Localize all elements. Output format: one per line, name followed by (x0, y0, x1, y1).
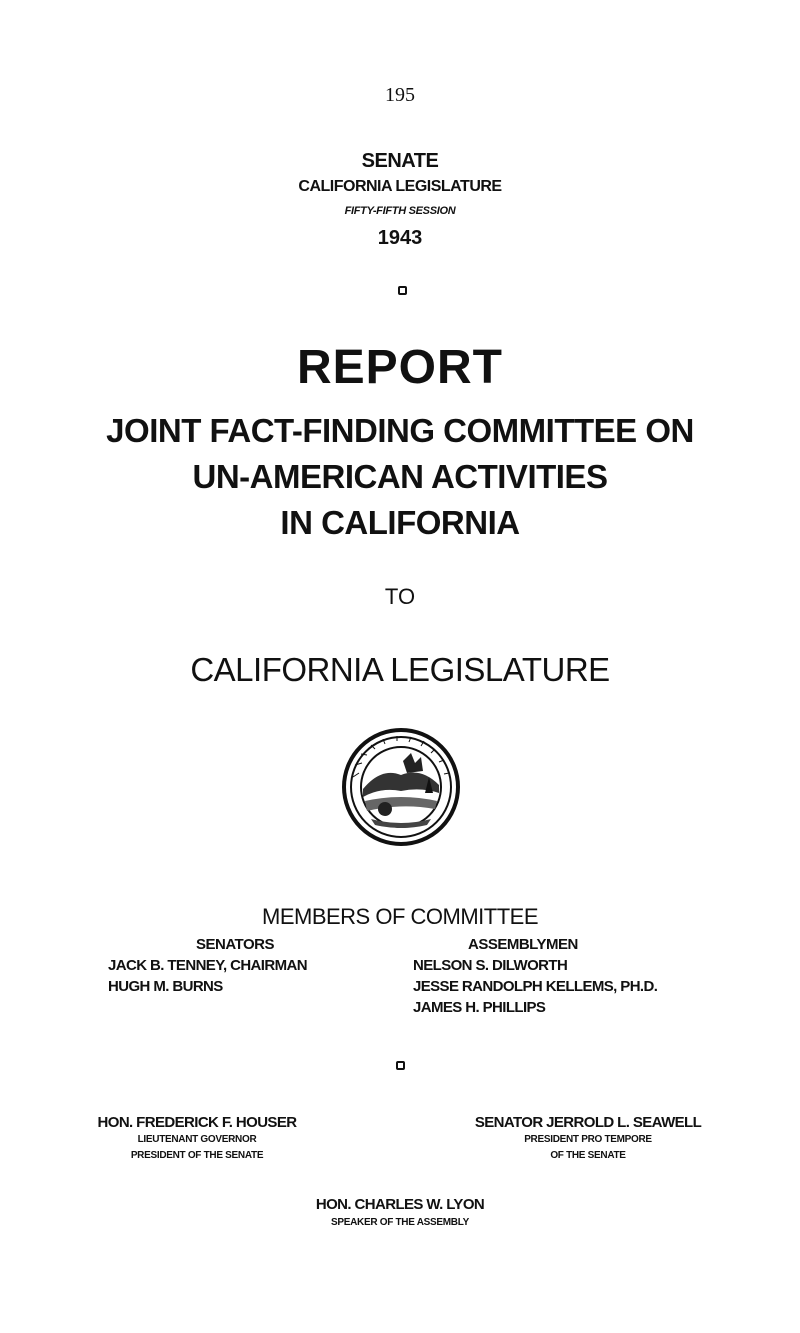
assemblyman-name: NELSON S. DILWORTH (413, 957, 568, 974)
square-ornament-icon (398, 286, 407, 295)
senator-name: JACK B. TENNEY, CHAIRMAN (108, 957, 307, 974)
report-title: REPORT (296, 341, 503, 394)
assemblymen-heading: ASSEMBLYMEN (468, 936, 578, 953)
recipient: CALIFORNIA LEGISLATURE (190, 651, 610, 688)
subtitle-line: UN-AMERICAN ACTIVITIES (192, 458, 608, 495)
assemblyman-name: JESSE RANDOLPH KELLEMS, PH.D. (413, 978, 658, 995)
members-heading: MEMBERS OF COMMITTEE (262, 904, 538, 929)
subtitle-line: IN CALIFORNIA (280, 504, 520, 541)
official-title: LIEUTENANT GOVERNOR (137, 1134, 257, 1145)
header-year: 1943 (377, 227, 423, 249)
assemblyman-name: JAMES H. PHILLIPS (413, 999, 546, 1016)
square-ornament-icon (396, 1061, 405, 1070)
official-title: OF THE SENATE (550, 1150, 626, 1161)
official-title: PRESIDENT OF THE SENATE (130, 1150, 264, 1161)
header-session: FIFTY-FIFTH SESSION (344, 205, 456, 217)
official-name: SENATOR JERROLD L. SEAWELL (474, 1114, 702, 1131)
official-name: HON. CHARLES W. LYON (315, 1196, 485, 1213)
senators-heading: SENATORS (196, 936, 274, 953)
to-label: TO (384, 584, 416, 609)
page-number: 195 (385, 84, 415, 106)
official-name: HON. FREDERICK F. HOUSER (97, 1114, 297, 1131)
senator-name: HUGH M. BURNS (108, 978, 223, 995)
state-seal-icon (341, 727, 461, 847)
official-title: PRESIDENT PRO TEMPORE (524, 1134, 652, 1145)
official-title: SPEAKER OF THE ASSEMBLY (331, 1217, 469, 1228)
header-body: SENATE (361, 150, 439, 172)
header-legislature: CALIFORNIA LEGISLATURE (298, 178, 502, 195)
subtitle-line: JOINT FACT-FINDING COMMITTEE ON (106, 412, 694, 449)
